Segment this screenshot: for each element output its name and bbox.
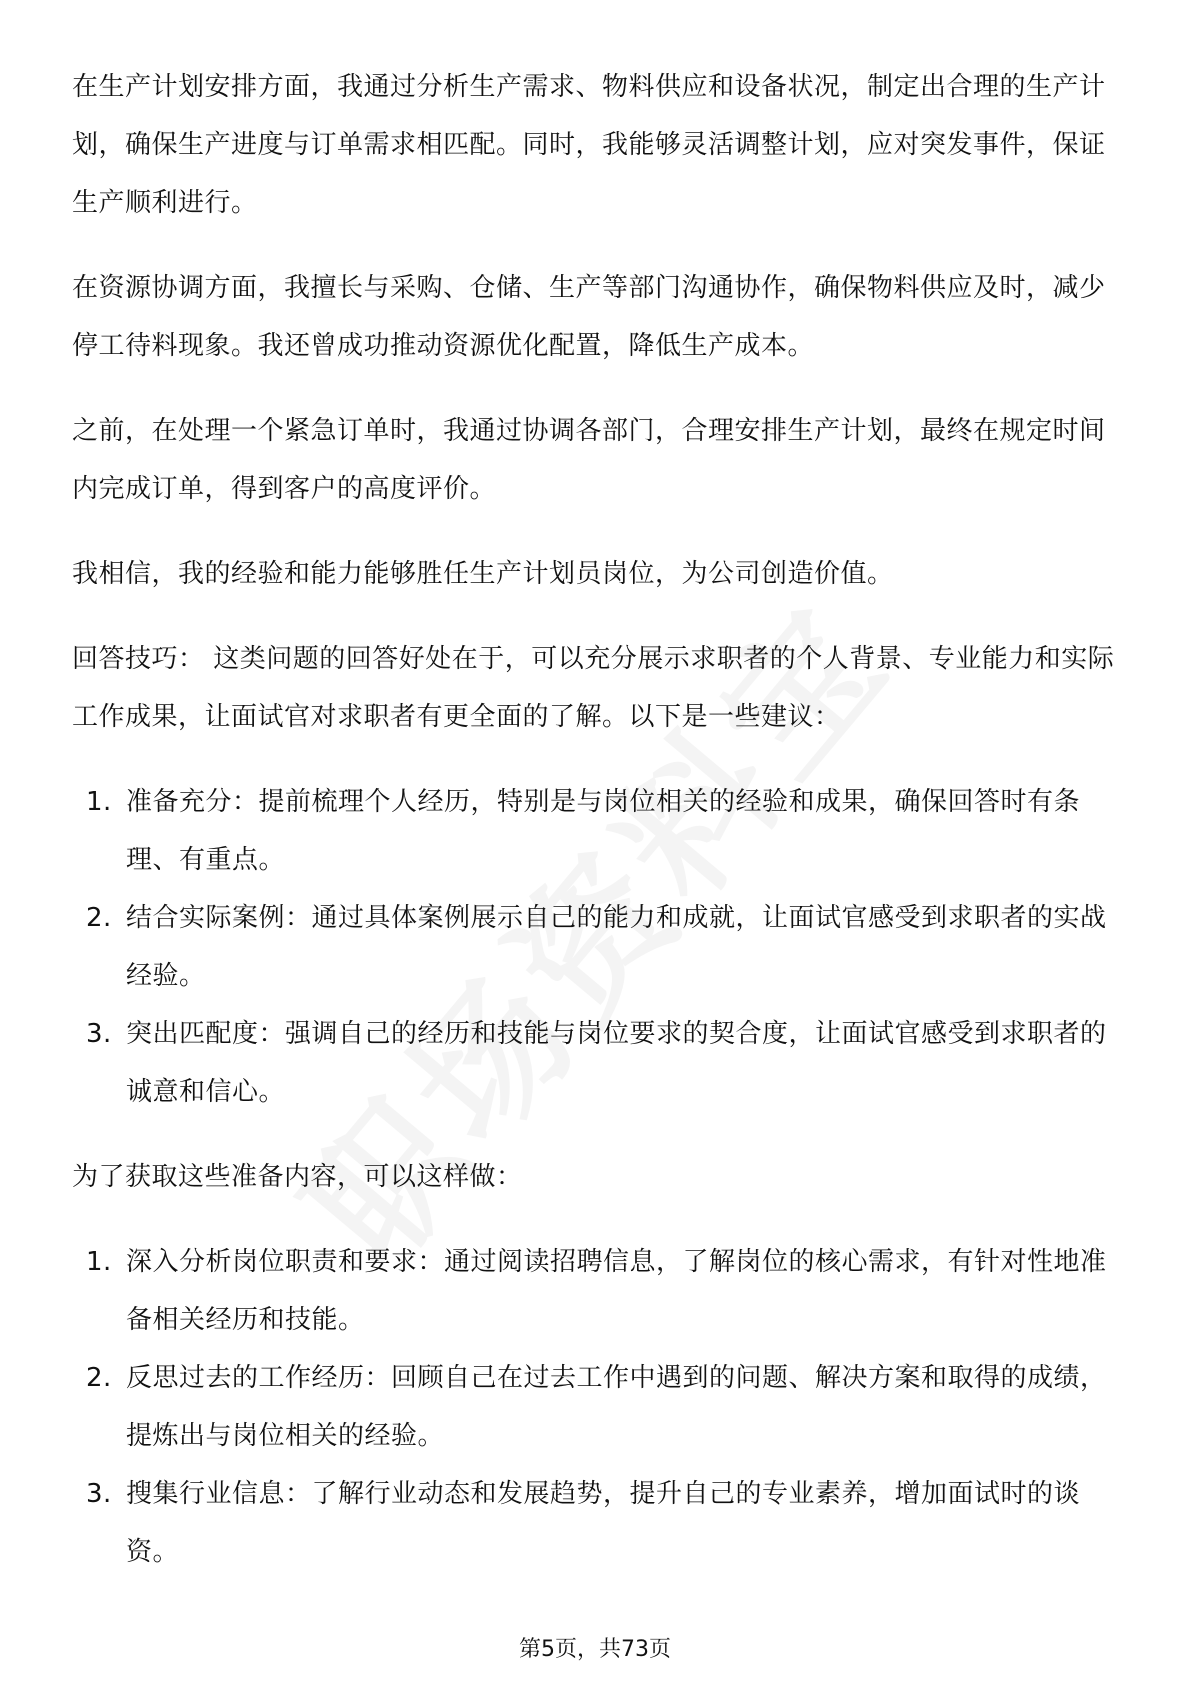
list-item-number: 2. bbox=[86, 1363, 112, 1393]
list-item-text: 突出匹配度：强调自己的经历和技能与岗位要求的契合度，让面试官感受到求职者的诚意和信心。 bbox=[126, 1019, 1107, 1107]
list-item-number: 1. bbox=[86, 787, 112, 817]
page-number-footer: 第5页，共73页 bbox=[519, 1637, 671, 1662]
paragraph-resource-coordination: 在资源协调方面，我擅长与采购、仓储、生产等部门沟通协作，确保物料供应及时，减少停工待料现象。我还曾成功推动资源优化配置，降低生产成本。 bbox=[72, 273, 1106, 361]
list-item-number: 3. bbox=[86, 1019, 112, 1049]
paragraph-urgent-order: 之前，在处理一个紧急订单时，我通过协调各部门，合理安排生产计划，最终在规定时间内完成订单，得到客户的高度评价。 bbox=[72, 416, 1106, 504]
paragraph-preparation-intro: 为了获取这些准备内容，可以这样做： bbox=[72, 1162, 523, 1192]
paragraph-answer-tips: 回答技巧： 这类问题的回答好处在于，可以充分展示求职者的个人背景、专业能力和实际工作成果，让面试官对求职者有更全面的了解。以下是一些建议： bbox=[72, 644, 1115, 732]
paragraph-production-planning: 在生产计划安排方面，我通过分析生产需求、物料供应和设备状况，制定出合理的生产计划，确保生产进度与订单需求相匹配。同时，我能够灵活调整计划，应对突发事件，保证生产顺利进行。 bbox=[72, 72, 1106, 218]
list-item-number: 2. bbox=[86, 903, 112, 933]
list-item-number: 3. bbox=[86, 1479, 112, 1509]
list-item-text: 准备充分：提前梳理个人经历，特别是与岗位相关的经验和成果，确保回答时有条理、有重点。 bbox=[126, 787, 1081, 875]
list-item bbox=[72, 1349, 1118, 1465]
preparation-list bbox=[72, 1233, 1118, 1581]
list-item-text: 反思过去的工作经历：回顾自己在过去工作中遇到的问题、解决方案和取得的成绩，提炼出与岗位相关的经验。 bbox=[126, 1363, 1107, 1451]
list-item-text: 搜集行业信息：了解行业动态和发展趋势，提升自己的专业素养，增加面试时的谈资。 bbox=[126, 1479, 1081, 1567]
list-item bbox=[72, 773, 1118, 889]
paragraph-confidence: 我相信，我的经验和能力能够胜任生产计划员岗位，为公司创造价值。 bbox=[72, 559, 894, 589]
tips-list bbox=[72, 773, 1118, 1121]
list-item-text: 深入分析岗位职责和要求：通过阅读招聘信息，了解岗位的核心需求，有针对性地准备相关经历和技能。 bbox=[126, 1247, 1107, 1335]
page-content bbox=[72, 58, 1118, 1608]
list-item bbox=[72, 1233, 1118, 1349]
list-item-text: 结合实际案例：通过具体案例展示自己的能力和成就，让面试官感受到求职者的实战经验。 bbox=[126, 903, 1107, 991]
list-item bbox=[72, 1005, 1118, 1121]
list-item bbox=[72, 889, 1118, 1005]
list-item-number: 1. bbox=[86, 1247, 112, 1277]
list-item bbox=[72, 1465, 1118, 1581]
